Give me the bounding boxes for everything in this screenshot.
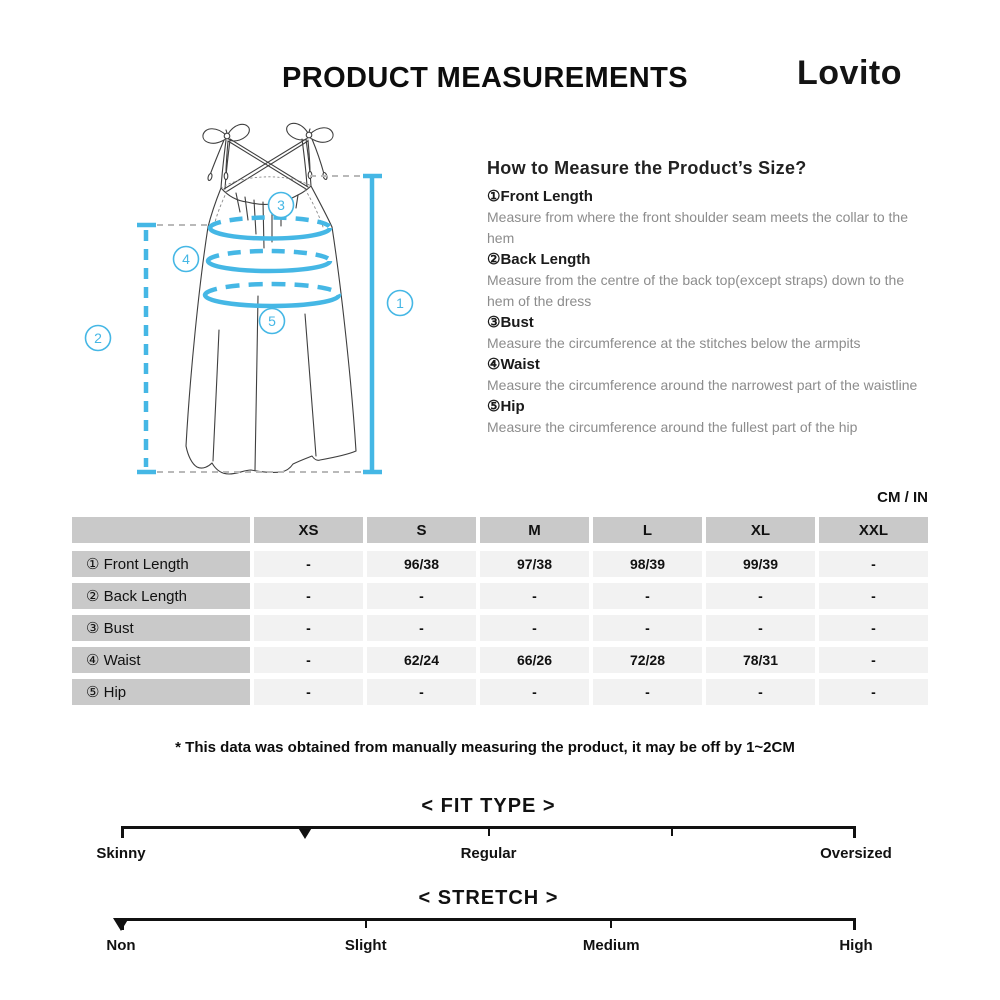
size-value-cell: 66/26 (480, 647, 589, 673)
size-value-cell: 62/24 (367, 647, 476, 673)
row-label-1: ① Front Length (72, 551, 250, 577)
size-value-cell: - (254, 615, 363, 641)
svg-text:2: 2 (94, 330, 102, 346)
size-value-cell: - (254, 551, 363, 577)
fit-type-line (121, 826, 856, 840)
stretch-line (121, 918, 856, 932)
size-value-cell: - (819, 583, 928, 609)
size-table (72, 517, 928, 711)
measurement-note: * This data was obtained from manually measuring the product, it may be off by 1~2CM (175, 739, 795, 756)
how-to-item-desc-2: Measure from the centre of the back top(except straps) down to the hem of the dress (487, 272, 905, 309)
row-label-2: ② Back Length (72, 583, 250, 609)
front-length-measure-line (363, 176, 382, 472)
size-value-cell: 96/38 (367, 551, 476, 577)
column-header-m: M (480, 517, 589, 543)
fit-type-label-regular: Regular (460, 845, 517, 862)
strap-bow-left (203, 124, 249, 181)
stretch-label-non: Non (106, 937, 136, 954)
svg-text:5: 5 (268, 313, 276, 329)
size-value-cell: 99/39 (706, 551, 815, 577)
table-row (72, 647, 928, 673)
column-header-xs: XS (254, 517, 363, 543)
waist-measure-ellipse (208, 251, 330, 271)
row-label-5: ⑤ Hip (72, 679, 250, 705)
table-row (72, 551, 928, 577)
table-row (72, 583, 928, 609)
bust-measure-ellipse (210, 218, 330, 239)
callout-4 (174, 247, 199, 272)
size-value-cell: - (819, 647, 928, 673)
brand-logo: Lovito (797, 54, 902, 92)
column-header-xxl: XXL (819, 517, 928, 543)
size-value-cell: - (819, 679, 928, 705)
stretch-tick (365, 918, 367, 928)
size-value-cell: - (819, 551, 928, 577)
how-to-item-desc-5: Measure the circumference around the fullest part of the hip (487, 419, 858, 435)
back-length-measure-line (137, 225, 156, 472)
stretch-label-slight: Slight (344, 937, 387, 954)
how-to-item-desc-4: Measure the circumference around the narrowest part of the waistline (487, 377, 918, 393)
how-to-item-desc-1: Measure from where the front shoulder seam meets the collar to the hem (487, 209, 908, 246)
how-to-item-title-2: ②Back Length (487, 251, 591, 268)
callout-1 (388, 291, 413, 316)
table-row (72, 615, 928, 641)
callout-2 (86, 326, 111, 351)
fit-type-cap-left (121, 826, 124, 838)
table-corner-cell (72, 517, 250, 543)
dress-measurement-diagram (55, 105, 485, 490)
size-value-cell: 98/39 (593, 551, 702, 577)
strap-bow-right (287, 123, 333, 180)
stretch-marker (113, 918, 129, 931)
size-value-cell: 97/38 (480, 551, 589, 577)
size-value-cell: 72/28 (593, 647, 702, 673)
stretch-label-high: High (839, 937, 873, 954)
how-to-heading: How to Measure the Product’s Size? (487, 158, 807, 178)
how-to-measure-section (487, 158, 932, 438)
callout-3 (269, 193, 294, 218)
size-value-cell: - (480, 583, 589, 609)
size-value-cell: - (480, 679, 589, 705)
how-to-items (487, 186, 932, 438)
size-value-cell: - (254, 679, 363, 705)
size-value-cell: - (254, 647, 363, 673)
column-header-xl: XL (706, 517, 815, 543)
how-to-item-title-3: ③Bust (487, 314, 534, 331)
stretch-cap-right (853, 918, 856, 930)
fit-type-tick (671, 826, 673, 836)
size-value-cell: - (819, 615, 928, 641)
how-to-item-desc-3: Measure the circumference at the stitches below the armpits (487, 335, 861, 351)
svg-text:3: 3 (277, 197, 285, 213)
size-value-cell: - (706, 679, 815, 705)
fit-type-label-oversized: Oversized (820, 845, 892, 862)
fit-type-scale (96, 795, 892, 867)
fit-type-marker (297, 826, 313, 839)
stretch-label-medium: Medium (582, 937, 640, 954)
size-value-cell: - (706, 615, 815, 641)
row-label-4: ④ Waist (72, 647, 250, 673)
size-value-cell: - (593, 679, 702, 705)
fit-type-label-skinny: Skinny (96, 845, 146, 862)
stretch-title: < STRETCH > (418, 887, 559, 909)
column-header-l: L (593, 517, 702, 543)
stretch-scale (106, 887, 873, 959)
row-label-3: ③ Bust (72, 615, 250, 641)
table-row (72, 679, 928, 705)
svg-text:4: 4 (182, 251, 190, 267)
how-to-item-title-1: ①Front Length (487, 188, 593, 205)
callout-5 (260, 309, 285, 334)
column-header-s: S (367, 517, 476, 543)
size-value-cell: - (706, 583, 815, 609)
svg-text:1: 1 (396, 295, 404, 311)
size-value-cell: - (367, 583, 476, 609)
page-title: PRODUCT MEASUREMENTS (282, 62, 688, 94)
size-value-cell: 78/31 (706, 647, 815, 673)
unit-label: CM / IN (877, 489, 928, 506)
fit-type-cap-right (853, 826, 856, 838)
size-value-cell: - (480, 615, 589, 641)
how-to-item-title-4: ④Waist (487, 356, 540, 373)
stretch-bar (121, 918, 856, 921)
fit-type-tick (488, 826, 490, 836)
how-to-item-title-5: ⑤Hip (487, 398, 525, 415)
size-value-cell: - (593, 615, 702, 641)
size-value-cell: - (367, 615, 476, 641)
stretch-tick (610, 918, 612, 928)
size-value-cell: - (367, 679, 476, 705)
fit-type-title: < FIT TYPE > (421, 795, 556, 817)
hip-measure-ellipse (205, 284, 339, 306)
size-value-cell: - (254, 583, 363, 609)
size-value-cell: - (593, 583, 702, 609)
